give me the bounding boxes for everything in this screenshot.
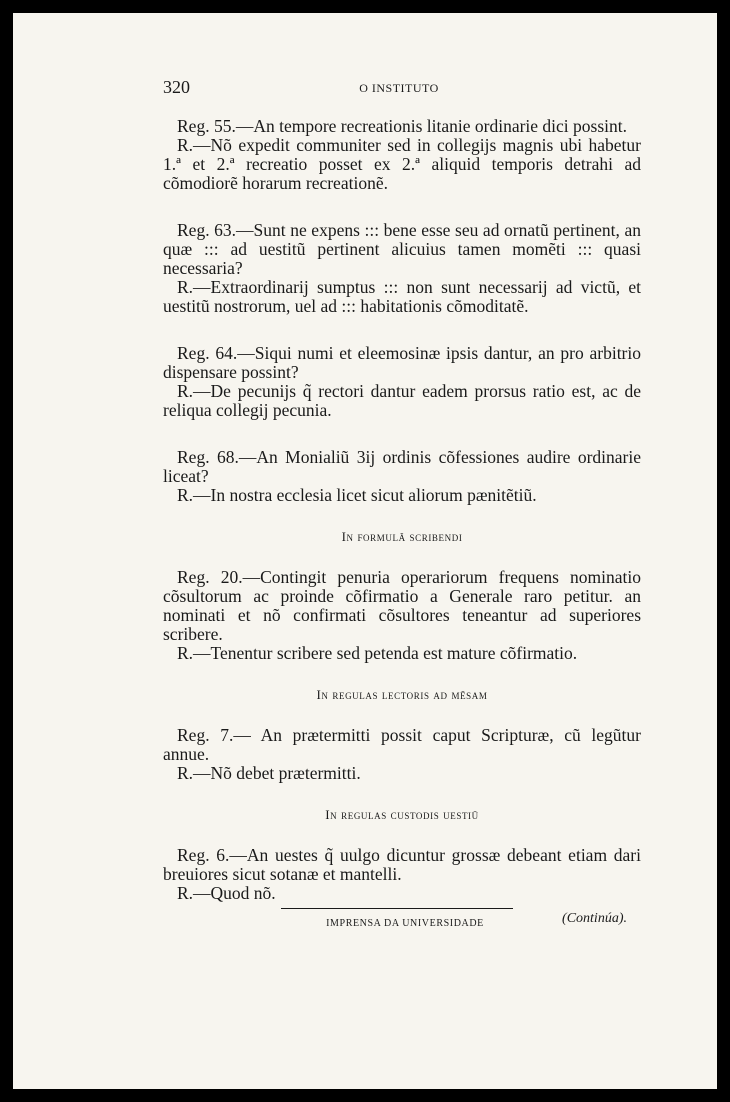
section-heading-formula: In formulã scribendi [341,529,463,544]
continued-note: (Continúa). [562,911,627,926]
section-heading-lector: In regulas lectoris ad mẽsam [316,687,488,702]
entry-reg-64 [163,344,641,420]
document-page [13,13,717,1089]
entry-reg-63 [163,221,641,316]
entry-reg-55 [163,117,641,193]
entry-answer: R.—In nostra ecclesia licet sicut aliorum pænitẽtiũ. [177,485,537,505]
entry-reg-6 [163,846,641,903]
entry-answer: R.—Extraordinarij sumptus ::: non sunt necessarij ad victũ, et uestitũ nostrorum, uel ad ::: habitationis cõmoditatẽ. [163,277,641,316]
entry-answer: R.—De pecunijs q̃ rectori dantur eadem prorsus ratio est, ac de reliqua collegij pecunia. [163,381,641,420]
entry-question: Reg. 20.—Contingit penuria operariorum frequens nominatio cõsultorum ac proinde cõfirmatio a Generale raro petitur. an nominati et nõ confirmati cõsultores teneantur ad superiores scribere. [163,567,641,644]
footer-imprint: IMPRENSA DA UNIVERSIDADE [326,918,484,929]
entry-question: Reg. 7.— An prætermitti possit caput Scripturæ, cũ legũtur annue. [163,725,641,764]
page-header [163,77,635,101]
entry-question: Reg. 55.—An tempore recreationis litanie ordinarie dici possint. [177,116,628,136]
entry-reg-7 [163,726,641,783]
entry-reg-68 [163,448,641,505]
running-head: O INSTITUTO [359,81,439,95]
entry-question: Reg. 68.—An Monialiũ 3ij ordinis cõfessiones audire ordinarie liceat? [163,447,641,486]
entry-answer: R.—Quod nõ. [177,883,276,903]
entry-reg-20 [163,568,641,663]
section-heading-custos: In regulas custodis uestiũ [325,807,479,822]
entry-answer: R.—Tenentur scribere sed petenda est mature cõfirmatio. [177,643,578,663]
entry-question: Reg. 63.—Sunt ne expens ::: bene esse seu ad ornatũ pertinent, an quæ ::: ad uestitũ pertinent alicuius tamen momẽti ::: quasi necessaria? [163,220,641,278]
page-number: 320 [163,77,190,97]
entry-question: Reg. 6.—An uestes q̃ uulgo dicuntur grossæ debeant etiam dari breuiores sicut sotanæ et mantelli. [163,845,641,884]
entry-answer: R.—Nõ debet prætermitti. [177,763,361,783]
entry-question: Reg. 64.—Siqui numi et eleemosinæ ipsis dantur, an pro arbitrio dispensare possint? [163,343,641,382]
entry-answer: R.—Nõ expedit communiter sed in collegijs magnis ubi habetur 1.ª et 2.ª recreatio posset ex 2.ª aliquid temporis detrahi ad cõmodiorẽ horarum recreationẽ. [163,135,641,193]
footer-rule [281,908,513,909]
page-body [163,117,641,928]
